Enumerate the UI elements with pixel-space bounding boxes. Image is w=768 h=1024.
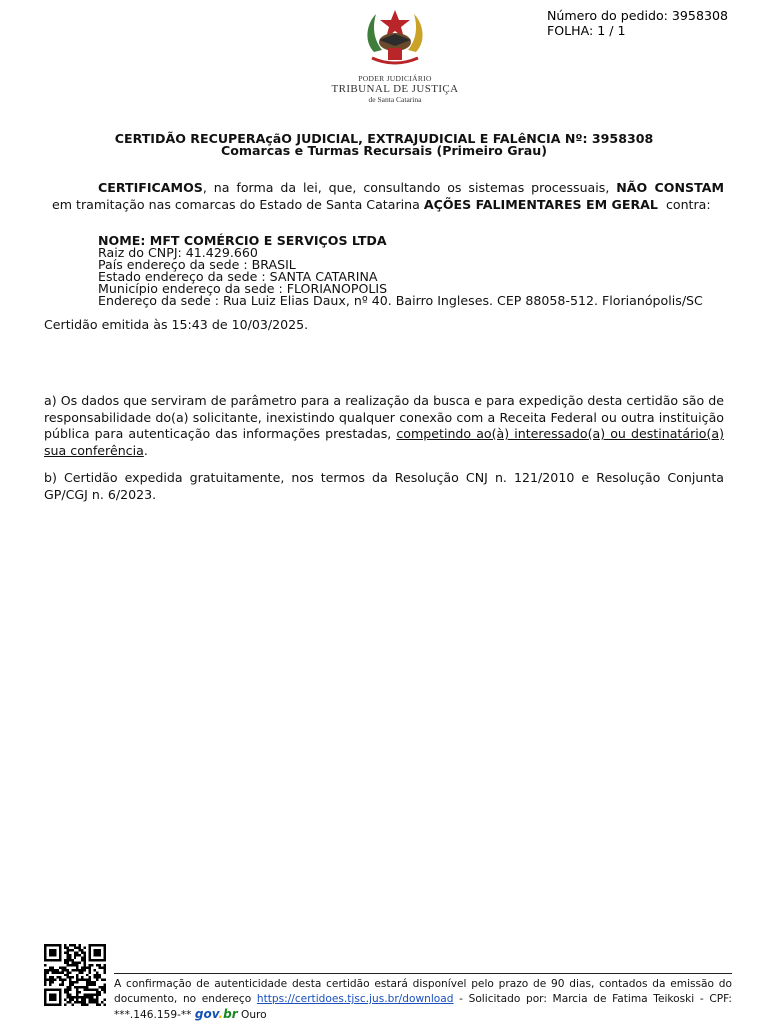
title-line-2: Comarcas e Turmas Recursais (Primeiro Grau)	[221, 143, 547, 158]
issued-timestamp: Certidão emitida às 15:43 de 10/03/2025.	[44, 317, 309, 332]
certification-paragraph: CERTIFICAMOS, na forma da lei, que, consultando os sistemas processuais, NÃO CONSTAM em tramitação nas comarcas do Estado de Santa Catarina AÇÕES FALIMENTARES EM GERAL contra:	[44, 180, 724, 212]
party-address: Endereço da sede : Rua Luiz Elias Daux, nº 40. Bairro Ingleses. CEP 88058-512. Florianópolis/SC	[98, 293, 703, 308]
party-state: Estado endereço da sede : SANTA CATARINA	[98, 269, 378, 284]
qr-code-icon	[44, 944, 106, 1006]
title-line-1: CERTIDÃO RECUPERAçãO JUDICIAL, EXTRAJUDICIAL E FALêNCIA Nº: 3958308	[114, 131, 654, 146]
court-seal	[330, 6, 460, 118]
document-header-info	[547, 8, 728, 38]
note-b: b) Certidão expedida gratuitamente, nos termos da Resolução CNJ n. 121/2010 e Resolução Conjunta GP/CGJ n. 6/2023.	[44, 470, 724, 502]
certificate-title	[0, 133, 768, 157]
party-details	[98, 235, 703, 307]
party-name: NOME: MFT COMÉRCIO E SERVIÇOS LTDA	[98, 233, 387, 248]
certify-keyword: CERTIFICAMOS	[98, 180, 203, 195]
page-counter: FOLHA: 1 / 1	[547, 23, 626, 38]
download-link[interactable]: https://certidoes.tjsc.jus.br/download	[256, 993, 454, 1005]
not-found-keyword: NÃO CONSTAM	[616, 180, 724, 195]
govbr-level: Ouro	[237, 1009, 267, 1021]
note-a: a) Os dados que serviram de parâmetro para a realização da busca e para expedição desta certidão são de responsabilidade do(a) solicitante, inexistindo qualquer conexão com a Receita Federal ou outra instituição pública para autenticação das informações prestadas, competindo ao(à) interessado(a) ou destinatário(a) sua conferência.	[44, 393, 725, 458]
party-country: País endereço da sede : BRASIL	[98, 257, 296, 272]
action-type: AÇÕES FALIMENTARES EM GERAL	[423, 196, 658, 212]
party-cnpj: Raiz do CNPJ: 41.429.660	[98, 245, 258, 260]
coat-of-arms-icon	[360, 6, 430, 72]
note-a-underlined: competindo ao(à) interessado(a) ou destinatário(a) sua conferência	[44, 426, 725, 458]
order-number: Número do pedido: 3958308	[547, 8, 728, 23]
footer-authenticity-note: A confirmação de autenticidade desta certidão estará disponível pelo prazo de 90 dias, contados da emissão do documento, no endereço https://certidoes.tjsc.jus.br/download - Solicitado por: Marcia de Fatima Teikoski - CPF: ***.146.159-** gov.br Ouro	[114, 978, 732, 1021]
govbr-logo: gov.br	[194, 1007, 238, 1021]
seal-line-2: TRIBUNAL DE JUSTIÇA	[331, 83, 459, 95]
party-city: Município endereço da sede : FLORIANOPOLIS	[98, 281, 388, 296]
seal-line-1: PODER JUDICIÁRIO	[358, 74, 432, 83]
seal-line-3: de Santa Catarina	[368, 95, 422, 104]
footer-divider	[114, 973, 732, 974]
